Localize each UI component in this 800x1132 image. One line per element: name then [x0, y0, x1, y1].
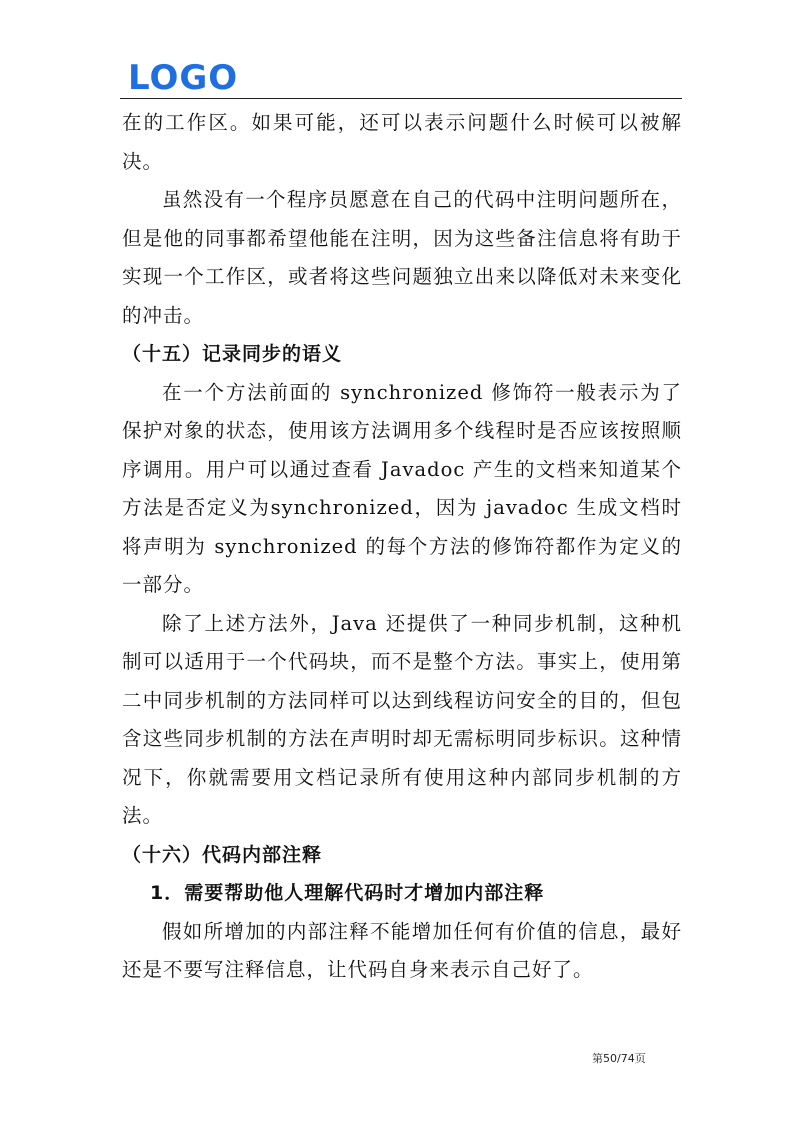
section-heading-internal-comments: （十六）代码内部注释 [122, 843, 323, 866]
page-number: 第50/74页 [592, 1052, 646, 1065]
page-header [120, 58, 682, 100]
paragraph-internal-comments: 假如所增加的内部注释不能增加任何有价值的信息，最好还是不要写注释信息，让代码自身来表示自己好了。 [122, 919, 682, 981]
paragraph-workspace-end: 在的工作区。如果可能，还可以表示问题什么时候可以被解决。 [122, 111, 682, 173]
paragraph-synchronized-modifier: 在一个方法前面的 synchronized 修饰符一般表示为了保护对象的状态，使用该方法调用多个线程时是否应该按照顺序调用。用户可以通过查看 Javadoc 产生的文档来知道某个方法是否定义为synchronized，因为 javadoc 生成文档时将声明为 synchronized 的每个方法的修饰符都作为定义的一部分。 [122, 380, 682, 596]
paragraph-colleagues-notes: 虽然没有一个程序员愿意在自己的代码中注明问题所在，但是他的同事都希望他能在注明，因为这些备注信息将有助于实现一个工作区，或者将这些问题独立出来以降低对未来变化的冲击。 [122, 188, 682, 327]
logo: LOGO [128, 58, 239, 98]
document-body [122, 104, 682, 990]
header-divider [120, 98, 682, 99]
paragraph-sync-block: 除了上述方法外，Java 还提供了一种同步机制，这种机制可以适用于一个代码块，而不是整个方法。事实上，使用第二中同步机制的方法同样可以达到线程访问安全的目的，但包含这些同步机制的方法在声明时却无需标明同步标识。这种情况下，你就需要用文档记录所有使用这种内部同步机制的方法。 [122, 611, 682, 827]
section-heading-synchronization: （十五）记录同步的语义 [122, 343, 343, 365]
subsection-heading-1: 1．需要帮助他人理解代码时才增加内部注释 [150, 882, 545, 904]
